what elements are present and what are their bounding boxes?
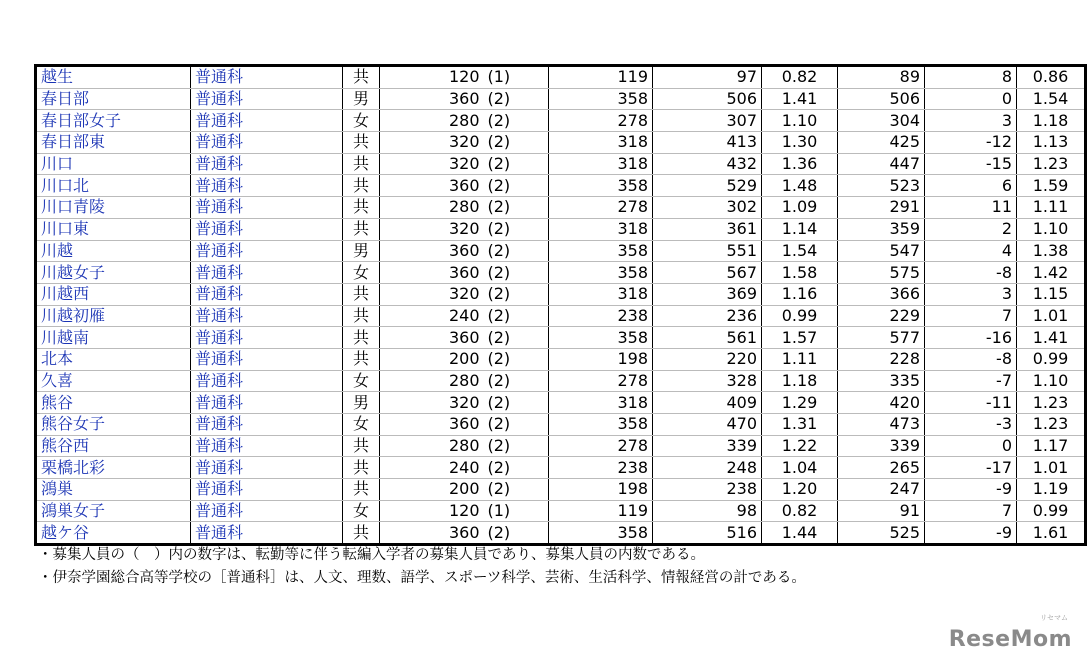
gender-cell: 男 [343,88,380,110]
final-applicants-cell: 247 [838,479,925,501]
school-name-cell[interactable]: 熊谷女子 [36,414,191,436]
transfer-capacity-cell: (2) [484,262,549,284]
school-name-cell[interactable]: 川越 [36,240,191,262]
adjusted-capacity-cell: 278 [549,435,653,457]
school-name-cell[interactable]: 川口北 [36,175,191,197]
final-ratio-cell: 1.01 [1017,457,1086,479]
final-ratio-cell: 1.17 [1017,435,1086,457]
transfer-capacity-cell: (1) [484,500,549,522]
gender-cell: 共 [343,479,380,501]
school-name-cell[interactable]: 川口 [36,153,191,175]
transfer-capacity-cell: (2) [484,327,549,349]
table-row [36,522,1086,545]
final-applicants-cell: 523 [838,175,925,197]
capacity-cell: 200 [380,479,484,501]
transfer-capacity-cell: (2) [484,435,549,457]
change-cell: -12 [925,132,1017,154]
capacity-cell: 320 [380,218,484,240]
course-cell: 普通科 [191,218,343,240]
final-applicants-cell: 304 [838,110,925,132]
school-name-cell[interactable]: 鴻巣 [36,479,191,501]
footnotes [38,544,806,590]
capacity-cell: 240 [380,457,484,479]
table-row [36,414,1086,436]
transfer-capacity-cell: (2) [484,153,549,175]
school-name-cell[interactable]: 川越西 [36,283,191,305]
adjusted-capacity-cell: 358 [549,88,653,110]
logo-subtext: リセマム [1040,614,1068,622]
adjusted-capacity-cell: 358 [549,240,653,262]
gender-cell: 女 [343,500,380,522]
applicants-cell: 307 [653,110,762,132]
final-ratio-cell: 0.99 [1017,500,1086,522]
gender-cell: 共 [343,197,380,219]
school-name-cell[interactable]: 春日部 [36,88,191,110]
table-row [36,218,1086,240]
final-ratio-cell: 1.01 [1017,305,1086,327]
applicants-cell: 506 [653,88,762,110]
final-ratio-cell: 1.61 [1017,522,1086,545]
applicants-cell: 470 [653,414,762,436]
course-cell: 普通科 [191,88,343,110]
gender-cell: 共 [343,327,380,349]
final-ratio-cell: 1.54 [1017,88,1086,110]
table-row [36,500,1086,522]
final-applicants-cell: 335 [838,370,925,392]
course-cell: 普通科 [191,392,343,414]
capacity-cell: 120 [380,66,484,89]
transfer-capacity-cell: (2) [484,132,549,154]
adjusted-capacity-cell: 198 [549,348,653,370]
adjusted-capacity-cell: 198 [549,479,653,501]
table-row [36,262,1086,284]
ratio-cell: 1.57 [762,327,838,349]
final-ratio-cell: 1.19 [1017,479,1086,501]
applicants-cell: 529 [653,175,762,197]
capacity-cell: 200 [380,348,484,370]
change-cell: -3 [925,414,1017,436]
adjusted-capacity-cell: 318 [549,153,653,175]
ratio-cell: 1.58 [762,262,838,284]
gender-cell: 共 [343,283,380,305]
gender-cell: 共 [343,305,380,327]
course-cell: 普通科 [191,500,343,522]
final-applicants-cell: 291 [838,197,925,219]
school-name-cell[interactable]: 川越初雁 [36,305,191,327]
table-row [36,370,1086,392]
final-applicants-cell: 228 [838,348,925,370]
capacity-cell: 280 [380,435,484,457]
table-row [36,240,1086,262]
capacity-cell: 360 [380,262,484,284]
course-cell: 普通科 [191,66,343,89]
capacity-cell: 240 [380,305,484,327]
adjusted-capacity-cell: 318 [549,283,653,305]
final-ratio-cell: 1.11 [1017,197,1086,219]
change-cell: -17 [925,457,1017,479]
final-applicants-cell: 89 [838,66,925,89]
change-cell: 0 [925,435,1017,457]
school-name-cell[interactable]: 春日部女子 [36,110,191,132]
applicants-cell: 561 [653,327,762,349]
adjusted-capacity-cell: 119 [549,500,653,522]
change-cell: 3 [925,283,1017,305]
capacity-cell: 320 [380,283,484,305]
applicants-cell: 369 [653,283,762,305]
final-ratio-cell: 1.38 [1017,240,1086,262]
ratio-cell: 1.04 [762,457,838,479]
transfer-capacity-cell: (2) [484,348,549,370]
applicants-cell: 361 [653,218,762,240]
change-cell: 0 [925,88,1017,110]
gender-cell: 女 [343,262,380,284]
school-name-cell[interactable]: 久喜 [36,370,191,392]
adjusted-capacity-cell: 318 [549,392,653,414]
course-cell: 普通科 [191,370,343,392]
gender-cell: 共 [343,153,380,175]
final-applicants-cell: 91 [838,500,925,522]
adjusted-capacity-cell: 358 [549,327,653,349]
final-applicants-cell: 525 [838,522,925,545]
school-name-cell[interactable]: 越生 [36,66,191,89]
table-row [36,153,1086,175]
ratio-cell: 1.44 [762,522,838,545]
change-cell: 6 [925,175,1017,197]
applicants-cell: 236 [653,305,762,327]
school-name-cell[interactable]: 川越女子 [36,262,191,284]
capacity-cell: 320 [380,392,484,414]
final-ratio-cell: 1.23 [1017,414,1086,436]
gender-cell: 共 [343,132,380,154]
gender-cell: 女 [343,370,380,392]
admissions-table [34,64,1087,546]
gender-cell: 共 [343,457,380,479]
table-row [36,479,1086,501]
table-row [36,392,1086,414]
gender-cell: 男 [343,240,380,262]
final-applicants-cell: 420 [838,392,925,414]
course-cell: 普通科 [191,197,343,219]
ratio-cell: 1.16 [762,283,838,305]
applicants-cell: 97 [653,66,762,89]
change-cell: -15 [925,153,1017,175]
applicants-cell: 409 [653,392,762,414]
final-ratio-cell: 1.10 [1017,370,1086,392]
adjusted-capacity-cell: 358 [549,522,653,545]
adjusted-capacity-cell: 119 [549,66,653,89]
ratio-cell: 1.10 [762,110,838,132]
course-cell: 普通科 [191,435,343,457]
school-name-cell[interactable]: 春日部東 [36,132,191,154]
adjusted-capacity-cell: 358 [549,262,653,284]
transfer-capacity-cell: (2) [484,414,549,436]
course-cell: 普通科 [191,457,343,479]
table-row [36,175,1086,197]
course-cell: 普通科 [191,305,343,327]
final-ratio-cell: 1.23 [1017,153,1086,175]
adjusted-capacity-cell: 358 [549,175,653,197]
ratio-cell: 1.54 [762,240,838,262]
final-applicants-cell: 506 [838,88,925,110]
table-row [36,132,1086,154]
adjusted-capacity-cell: 278 [549,110,653,132]
school-name-cell[interactable]: 栗橋北彩 [36,457,191,479]
final-applicants-cell: 575 [838,262,925,284]
applicants-cell: 567 [653,262,762,284]
table-row [36,435,1086,457]
course-cell: 普通科 [191,327,343,349]
applicants-cell: 413 [653,132,762,154]
adjusted-capacity-cell: 278 [549,370,653,392]
ratio-cell: 1.22 [762,435,838,457]
capacity-cell: 360 [380,414,484,436]
adjusted-capacity-cell: 278 [549,197,653,219]
applicants-cell: 551 [653,240,762,262]
table-row [36,88,1086,110]
final-ratio-cell: 0.99 [1017,348,1086,370]
school-name-cell[interactable]: 熊谷西 [36,435,191,457]
course-cell: 普通科 [191,110,343,132]
gender-cell: 女 [343,414,380,436]
final-applicants-cell: 339 [838,435,925,457]
course-cell: 普通科 [191,132,343,154]
ratio-cell: 1.18 [762,370,838,392]
change-cell: -9 [925,479,1017,501]
transfer-capacity-cell: (2) [484,175,549,197]
final-ratio-cell: 1.15 [1017,283,1086,305]
final-ratio-cell: 1.13 [1017,132,1086,154]
course-cell: 普通科 [191,283,343,305]
final-applicants-cell: 577 [838,327,925,349]
ratio-cell: 1.20 [762,479,838,501]
transfer-capacity-cell: (2) [484,392,549,414]
final-ratio-cell: 0.86 [1017,66,1086,89]
final-applicants-cell: 447 [838,153,925,175]
ratio-cell: 0.82 [762,500,838,522]
gender-cell: 共 [343,218,380,240]
capacity-cell: 280 [380,370,484,392]
change-cell: -7 [925,370,1017,392]
transfer-capacity-cell: (2) [484,370,549,392]
applicants-cell: 302 [653,197,762,219]
adjusted-capacity-cell: 358 [549,414,653,436]
final-applicants-cell: 366 [838,283,925,305]
ratio-cell: 1.30 [762,132,838,154]
change-cell: 11 [925,197,1017,219]
change-cell: -11 [925,392,1017,414]
ratio-cell: 0.82 [762,66,838,89]
table-row [36,66,1086,89]
final-applicants-cell: 359 [838,218,925,240]
ratio-cell: 1.14 [762,218,838,240]
course-cell: 普通科 [191,240,343,262]
school-name-cell[interactable]: 越ケ谷 [36,522,191,545]
adjusted-capacity-cell: 238 [549,457,653,479]
ratio-cell: 0.99 [762,305,838,327]
footnote-capacity: ・募集人員の（ ）内の数字は、転勤等に伴う転編入学者の募集人員であり、募集人員の内数である。 [38,547,705,563]
gender-cell: 男 [343,392,380,414]
transfer-capacity-cell: (2) [484,88,549,110]
adjusted-capacity-cell: 318 [549,218,653,240]
school-name-cell[interactable]: 北本 [36,348,191,370]
transfer-capacity-cell: (2) [484,218,549,240]
gender-cell: 共 [343,66,380,89]
ratio-cell: 1.31 [762,414,838,436]
change-cell: 4 [925,240,1017,262]
capacity-cell: 360 [380,175,484,197]
change-cell: 2 [925,218,1017,240]
gender-cell: 共 [343,348,380,370]
ratio-cell: 1.41 [762,88,838,110]
transfer-capacity-cell: (2) [484,240,549,262]
course-cell: 普通科 [191,414,343,436]
final-applicants-cell: 473 [838,414,925,436]
transfer-capacity-cell: (1) [484,66,549,89]
applicants-cell: 98 [653,500,762,522]
school-name-cell[interactable]: 川口東 [36,218,191,240]
course-cell: 普通科 [191,153,343,175]
table-row [36,457,1086,479]
capacity-cell: 320 [380,153,484,175]
final-applicants-cell: 425 [838,132,925,154]
gender-cell: 女 [343,110,380,132]
applicants-cell: 339 [653,435,762,457]
final-applicants-cell: 265 [838,457,925,479]
change-cell: 8 [925,66,1017,89]
change-cell: -8 [925,348,1017,370]
transfer-capacity-cell: (2) [484,197,549,219]
school-name-cell[interactable]: 熊谷 [36,392,191,414]
capacity-cell: 360 [380,522,484,545]
table-row [36,348,1086,370]
final-applicants-cell: 547 [838,240,925,262]
table-row [36,305,1086,327]
transfer-capacity-cell: (2) [484,522,549,545]
capacity-cell: 280 [380,197,484,219]
transfer-capacity-cell: (2) [484,110,549,132]
ratio-cell: 1.48 [762,175,838,197]
ratio-cell: 1.09 [762,197,838,219]
ratio-cell: 1.36 [762,153,838,175]
applicants-cell: 516 [653,522,762,545]
capacity-cell: 320 [380,132,484,154]
final-ratio-cell: 1.42 [1017,262,1086,284]
footnote-ina-gakuen: ・伊奈学園総合高等学校の［普通科］は、人文、理数、語学、スポーツ科学、芸術、生活科学、情報経営の計である。 [38,570,806,586]
transfer-capacity-cell: (2) [484,283,549,305]
change-cell: 3 [925,110,1017,132]
final-ratio-cell: 1.18 [1017,110,1086,132]
transfer-capacity-cell: (2) [484,479,549,501]
table-body [36,66,1086,545]
applicants-cell: 432 [653,153,762,175]
gender-cell: 共 [343,522,380,545]
change-cell: 7 [925,305,1017,327]
final-ratio-cell: 1.41 [1017,327,1086,349]
school-name-cell[interactable]: 川口青陵 [36,197,191,219]
table-row [36,110,1086,132]
table-row [36,327,1086,349]
applicants-cell: 328 [653,370,762,392]
course-cell: 普通科 [191,175,343,197]
resemom-logo: ReseMom [948,627,1072,652]
applicants-cell: 248 [653,457,762,479]
capacity-cell: 360 [380,327,484,349]
change-cell: -8 [925,262,1017,284]
final-applicants-cell: 229 [838,305,925,327]
applicants-cell: 238 [653,479,762,501]
transfer-capacity-cell: (2) [484,305,549,327]
change-cell: 7 [925,500,1017,522]
gender-cell: 共 [343,175,380,197]
adjusted-capacity-cell: 238 [549,305,653,327]
course-cell: 普通科 [191,348,343,370]
capacity-cell: 360 [380,88,484,110]
capacity-cell: 280 [380,110,484,132]
change-cell: -9 [925,522,1017,545]
course-cell: 普通科 [191,262,343,284]
course-cell: 普通科 [191,479,343,501]
ratio-cell: 1.11 [762,348,838,370]
adjusted-capacity-cell: 318 [549,132,653,154]
final-ratio-cell: 1.59 [1017,175,1086,197]
course-cell: 普通科 [191,522,343,545]
transfer-capacity-cell: (2) [484,457,549,479]
table-row [36,283,1086,305]
school-name-cell[interactable]: 川越南 [36,327,191,349]
school-name-cell[interactable]: 鴻巣女子 [36,500,191,522]
capacity-cell: 360 [380,240,484,262]
final-ratio-cell: 1.23 [1017,392,1086,414]
change-cell: -16 [925,327,1017,349]
ratio-cell: 1.29 [762,392,838,414]
applicants-cell: 220 [653,348,762,370]
table-row [36,197,1086,219]
gender-cell: 共 [343,435,380,457]
capacity-cell: 120 [380,500,484,522]
final-ratio-cell: 1.10 [1017,218,1086,240]
